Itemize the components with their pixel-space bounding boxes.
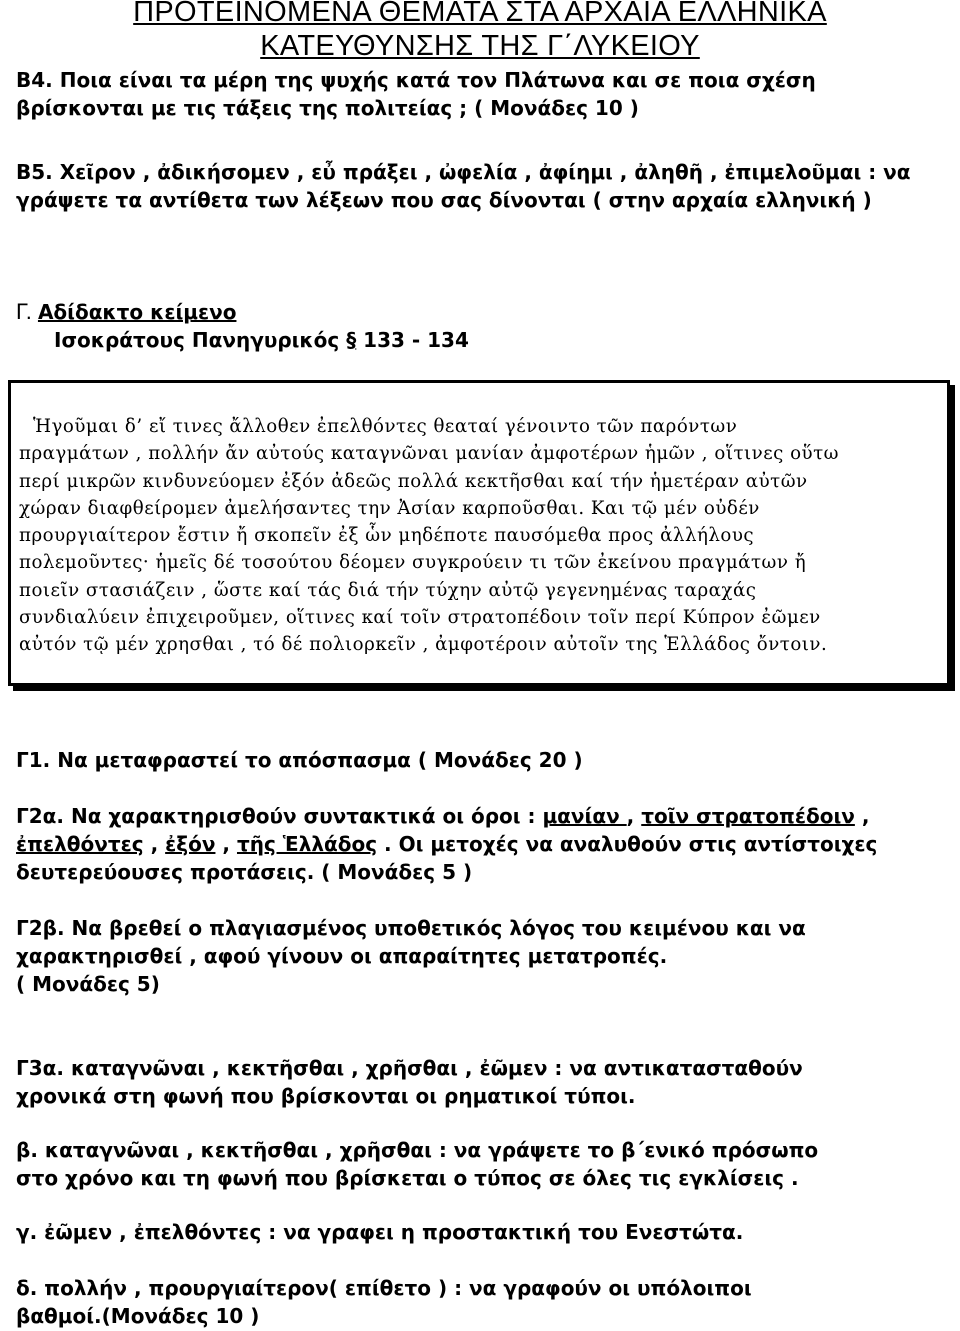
page-title-line2: ΚΑΤΕΥΘΥΝΣΗΣ ΤΗΣ Γ΄ΛΥΚΕΙΟΥ: [260, 30, 700, 62]
section-c-heading: [16, 298, 946, 326]
g2a-sep: ,: [854, 804, 870, 828]
question-b5: [16, 158, 946, 214]
question-g2a-line3: δευτερεύουσες προτάσεις. ( Μονάδες 5 ): [16, 860, 473, 884]
question-b5-line2: γράψετε τα αντίθετα των λέξεων που σας δίνονται ( στην αρχαία ελληνική ): [16, 188, 872, 212]
term-stratopedoin: τοῖν στρατοπέδοιν: [641, 804, 855, 828]
page-title-line1: ΠΡΟΤΕΙΝΟΜΕΝΑ ΘΕΜΑΤΑ ΣΤΑ ΑΡΧΑΙΑ ΕΛΛΗΝΙΚΑ: [133, 0, 827, 28]
question-g2b: [16, 914, 946, 998]
question-g2a-line2: [16, 830, 946, 858]
question-g2b-line2: χαρακτηρισθεί , αφού γίνουν οι απαραίτητες μετατροπές.: [16, 944, 668, 968]
term-maniam: μανίαν: [542, 804, 627, 828]
question-g3d-line1: δ. πολλήν , προυργιαίτερον( επίθετο ) : να γραφούν οι υπόλοιποι: [16, 1276, 752, 1300]
question-b5-line1: Β5. Χεῖρον , ἀδικήσομεν , εὖ πράξει , ὠφελία , ἀφίημι , ἀληθῆ , ἐπιμελοῦμαι : να: [16, 160, 911, 184]
question-b4-line1: Β4. Ποια είναι τα μέρη της ψυχής κατά τον Πλάτωνα και σε ποια σχέση: [16, 68, 816, 92]
question-g2b-line1: Γ2β. Να βρεθεί ο πλαγιασμένος υποθετικός λόγος του κειμένου και να: [16, 916, 806, 940]
question-g2a-line1: [16, 802, 946, 830]
section-c-prefix: Γ.: [16, 299, 38, 324]
passage-line: αὐτόν τῷ μέν χρησθαι , τό δέ πολιορκεῖν , ἀμφοτέροιν αὐτοῖν της Ἑλλάδος ὄντοιν.: [19, 634, 828, 656]
g2a-sep: ,: [215, 832, 237, 856]
question-g2a: [16, 802, 946, 886]
g2a-sep: ,: [143, 832, 166, 856]
question-g3b-line1: β. καταγνῶναι , κεκτῆσθαι , χρῆσθαι : να γράψετε το β΄ενικό πρόσωπο: [16, 1138, 819, 1162]
question-g3a: [16, 1054, 946, 1110]
g2a-rest: . Οι μετοχές να αναλυθούν στις αντίστοιχες: [377, 832, 878, 856]
term-exon: ἐξόν: [165, 832, 216, 856]
passage-line: Ἡγοῦμαι δ’ εἴ τινες ἄλλοθεν ἐπελθόντες θεαταί γένοιντο τῶν παρόντων: [33, 416, 738, 437]
source-author: Ισοκράτους Πανηγυρικός: [54, 328, 347, 352]
passage-box: [8, 380, 950, 686]
question-g2b-line3: ( Μονάδες 5): [16, 972, 160, 996]
passage-text: [19, 413, 935, 659]
passage-line: πολεμοῦντες· ἡμεῖς δέ τοσούτου δέομεν συγκρούειν τι τῶν ἐκείνου πραγμάτων ἤ: [19, 552, 807, 574]
question-g3c: γ. ἐῶμεν , ἐπελθόντες : να γραφει η προστακτική του Ενεστώτα.: [16, 1220, 744, 1244]
question-g3d-line2: βαθμοί.(Μονάδες 10 ): [16, 1304, 260, 1328]
question-g1: Γ1. Να μεταφραστεί το απόσπασμα ( Μονάδες 20 ): [16, 748, 583, 772]
question-b4: [16, 66, 946, 122]
passage-line: ποιεῖν στασιάζειν , ὥστε καί τάς διά τήν τύχην αὐτῷ γεγενημένας ταραχάς: [19, 579, 757, 601]
question-g3b-line2: στο χρόνο και τη φωνή που βρίσκεται ο τύπος σε όλες τις εγκλίσεις .: [16, 1166, 799, 1190]
term-epelthontes: ἐπελθόντες: [16, 832, 144, 856]
passage-line: χώραν διαφθείρομεν ἀμελήσαντες την Ἀσίαν καρποῦσθαι. Και τῷ μέν οὐδέν: [19, 497, 760, 519]
term-ellados: τῆς Ἑλλάδος: [236, 832, 378, 856]
section-sign: §: [346, 328, 357, 352]
question-g3a-line2: χρονικά στη φωνή που βρίσκονται οι ρηματικοί τύποι.: [16, 1084, 636, 1108]
g2a-sep: ,: [626, 804, 642, 828]
question-g3b: [16, 1136, 946, 1192]
question-g3d: [16, 1274, 946, 1330]
section-c-title: Αδίδακτο κείμενο: [37, 300, 237, 324]
passage-line: πραγμάτων , πολλήν ἄν αὐτούς καταγνῶναι μανίαν ἀμφοτέρων ἡμῶν , οἵτινες οὕτω: [19, 443, 839, 465]
question-g3a-line1: Γ3α. καταγνῶναι , κεκτῆσθαι , χρῆσθαι , ἐῶμεν : να αντικατασταθούν: [16, 1056, 803, 1080]
question-b4-line2: βρίσκονται με τις τάξεις της πολιτείας ; ( Μονάδες 10 ): [16, 96, 639, 120]
section-c-source: [54, 326, 960, 354]
source-range: 133 - 134: [356, 328, 469, 352]
g2a-prefix: Γ2α. Να χαρακτηρισθούν συντακτικά οι όροι :: [16, 804, 543, 828]
passage-line: συνδιαλύειν ἐπιχειροῦμεν, οἵτινες καί τοῖν στρατοπέδοιν τοῖν περί Κύπρον ἐῶμεν: [19, 607, 821, 629]
passage-line: προυργιαίτερον ἔστιν ἤ σκοπεῖν ἐξ ὧν μηδέποτε παυσόμεθα προς ἀλλήλους: [19, 525, 755, 547]
passage-line: περί μικρῶν κινδυνεύομεν ἐξόν ἀδεῶς πολλά κεκτῆσθαι καί τήν ἡμετέραν αὐτῶν: [19, 470, 808, 492]
